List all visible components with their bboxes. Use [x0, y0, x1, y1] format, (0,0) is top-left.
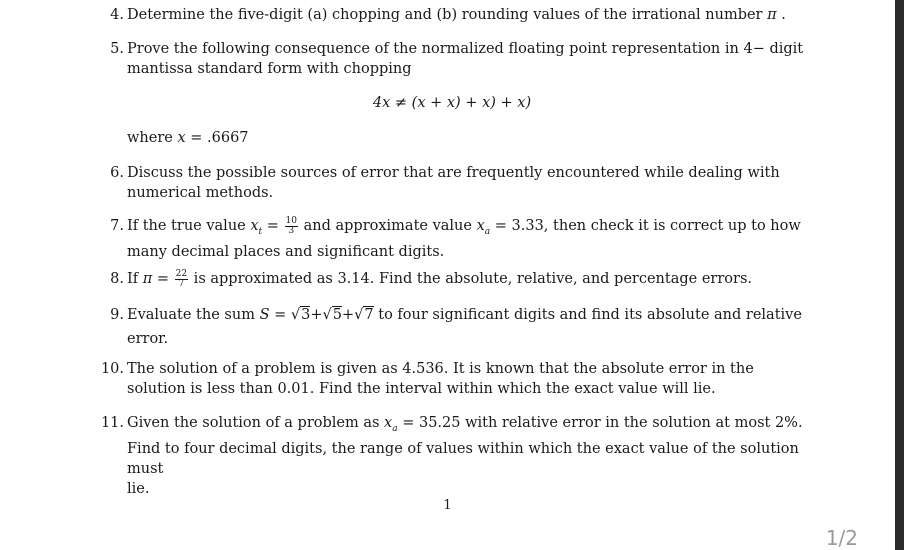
page-number: 1: [443, 498, 452, 513]
question-11: [100, 413, 812, 499]
sqrt-3: √3: [290, 307, 311, 323]
inequality-equation: 4x ≠ (x + x) + x) + x): [372, 95, 532, 111]
question-number: 10.: [100, 361, 124, 377]
pi-symbol: π: [142, 271, 153, 287]
question-text: Given the solution of a problem as: [127, 415, 385, 431]
sqrt-5: √5: [322, 307, 342, 323]
approx-value-var: x: [384, 415, 393, 431]
approx-value-sub: a: [392, 423, 398, 434]
question-text-line-2: Find to four decimal digits, the range of values within which the exact value of the solution must: [127, 440, 799, 477]
equals: =: [262, 218, 284, 234]
where-value: = .6667: [185, 130, 249, 146]
plus-sign: +: [342, 307, 355, 323]
equals: =: [269, 307, 291, 323]
question-number: 9.: [110, 307, 124, 323]
question-4: [100, 5, 812, 25]
question-10: [100, 359, 812, 399]
question-8: [100, 269, 812, 289]
equation-display: [0, 95, 904, 111]
viewer-edge: [895, 0, 904, 550]
where-label: where: [127, 130, 178, 146]
page-indicator: 1/2: [825, 526, 858, 550]
fraction-denominator: 3: [288, 225, 295, 236]
question-number: 4.: [110, 7, 124, 23]
fraction-denominator: 7: [178, 278, 185, 289]
question-text-mid: and approximate value: [299, 218, 477, 234]
question-text: The solution of a problem is given as 4.536. It is known that the absolute error in the solution is less than 0.01. Find the interval within which the exact value will lie.: [127, 361, 754, 397]
question-text: If: [127, 271, 143, 287]
true-value-sub: t: [258, 226, 263, 237]
plus-sign: +: [310, 307, 323, 323]
question-text-line-3: lie.: [127, 480, 150, 497]
true-value-var: x: [250, 218, 259, 234]
question-text-end: = 3.33, then check it is correct up to how: [490, 218, 801, 234]
fraction-numerator: 10: [285, 215, 297, 226]
question-text-end: is approximated as 3.14. Find the absolute, relative, and percentage errors.: [189, 271, 752, 287]
question-text: Determine the five-digit (a) chopping and (b) rounding values of the irrational number: [127, 7, 768, 23]
where-variable: x: [177, 130, 186, 146]
fraction-22-7: [175, 270, 188, 289]
question-text-end: .: [776, 7, 786, 23]
question-9: [100, 305, 812, 349]
question-number: 7.: [110, 218, 124, 234]
question-text-line-2: many decimal places and significant digits.: [127, 243, 445, 260]
approx-value-sub: a: [484, 226, 491, 237]
question-7: [100, 216, 812, 262]
where-clause: [127, 130, 249, 146]
equals: =: [152, 271, 174, 287]
question-text-end: to four significant digits and find its absolute and relative: [373, 307, 802, 323]
question-text-line-2: error.: [127, 331, 169, 347]
question-text-line-1: Prove the following consequence of the normalized floating point representation in 4− digit: [127, 41, 804, 57]
question-text: Evaluate the sum: [127, 307, 260, 323]
question-number: 11.: [100, 415, 124, 431]
approx-value-var: x: [476, 218, 485, 234]
question-number: 6.: [110, 165, 124, 181]
question-text-line-2: mantissa standard form with chopping: [127, 61, 412, 77]
pi-symbol: π: [767, 7, 777, 23]
fraction-10-3: [285, 217, 298, 236]
fraction-numerator: 22: [175, 268, 188, 279]
question-text: If the true value: [127, 218, 251, 234]
sqrt-7: √7: [354, 307, 374, 323]
question-text-end: = 35.25 with relative error in the solution at most 2%.: [397, 415, 803, 431]
question-number: 8.: [110, 271, 124, 287]
question-6: [100, 163, 812, 203]
sum-variable: S: [259, 307, 270, 323]
question-text: Discuss the possible sources of error that are frequently encountered while dealing with numerical methods.: [127, 165, 780, 201]
question-number: 5.: [110, 41, 124, 57]
question-5: [100, 39, 812, 79]
